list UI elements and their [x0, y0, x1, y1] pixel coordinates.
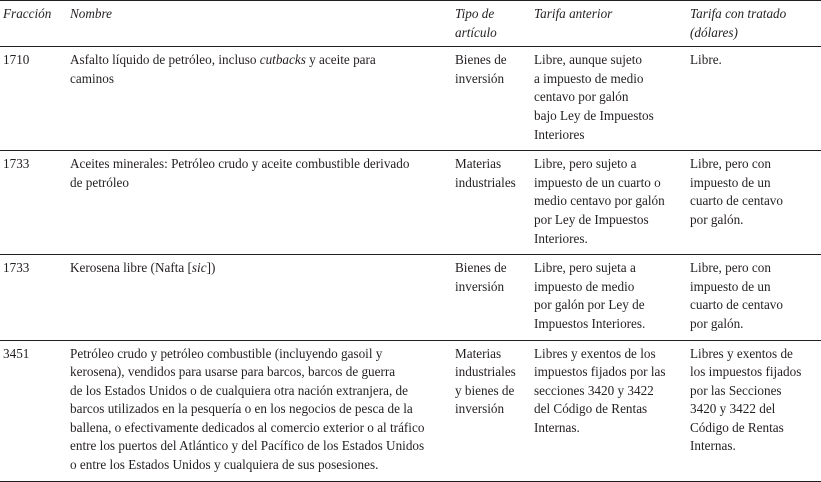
cell-line: centavo por galón [534, 89, 629, 105]
cell-nombre [70, 255, 455, 340]
cell-tarifa-tratado [690, 47, 821, 151]
cell-line: Internas. [534, 419, 580, 435]
cell-nombre [70, 340, 455, 481]
cell-line: barcos utilizados en la pesquería o en los negocios de pesca de la [70, 401, 413, 417]
cell-tarifa-tratado [690, 340, 821, 481]
header-tarifa-anterior: Tarifa anterior [534, 1, 690, 47]
cell-line: a impuesto de medio [534, 70, 644, 86]
cell-line: Libre, pero sujeta a [534, 260, 636, 276]
cell-tipo [455, 340, 534, 481]
cell-nombre [70, 151, 455, 255]
cell-line: inversión [455, 70, 505, 86]
cell-line: Internas. [690, 438, 736, 454]
cell-tarifa-anterior [534, 255, 690, 340]
text-run: Kerosena libre (Nafta [ [70, 260, 192, 276]
cell-fraccion: 1733 [0, 255, 70, 340]
text-run: ]) [206, 260, 216, 276]
cell-line: Bienes de [455, 260, 507, 276]
cell-line: y bienes de [455, 382, 515, 398]
cell-tipo [455, 47, 534, 151]
header-fraccion: Fracción [0, 1, 70, 47]
header-row [0, 1, 821, 47]
italic-term: cutbacks [259, 52, 306, 68]
cell-line: cuarto de centavo [690, 193, 783, 209]
cell-line: impuesto de un [690, 278, 771, 294]
cell-line: Libre, pero con [690, 156, 771, 172]
cell-line: medio centavo por galón [534, 193, 665, 209]
cell-fraccion: 1710 [0, 47, 70, 151]
text-run: Asfalto líquido de petróleo, incluso [70, 52, 260, 68]
table-row [0, 340, 821, 481]
cell-line: inversión [455, 401, 505, 417]
cell-line: de los Estados Unidos o de cualquiera otra nación extranjera, de [70, 382, 408, 398]
cell-tarifa-anterior [534, 151, 690, 255]
header-tratado-line: Tarifa con tratado [690, 6, 787, 21]
cell-line: Impuestos Interiores. [534, 315, 646, 331]
header-tipo-line: artículo [455, 24, 497, 40]
table-row [0, 47, 821, 151]
cell-line: Libre, pero con [690, 260, 771, 276]
cell-line: industriales [455, 364, 516, 380]
table-row [0, 151, 821, 255]
cell-fraccion: 3451 [0, 340, 70, 481]
cell-line: ballena, o efectivamente dedicados al comercio exterior o al tráfico [70, 419, 425, 435]
cell-line: por las Secciones [690, 382, 782, 398]
cell-line: Interiores. [534, 230, 588, 246]
cell-line: Bienes de [455, 52, 507, 68]
cell-tarifa-anterior [534, 340, 690, 481]
cell-line: los impuestos fijados [690, 364, 802, 380]
header-tratado-line: (dólares) [690, 24, 738, 40]
cell-tarifa-tratado [690, 151, 821, 255]
table-body [0, 47, 821, 481]
cell-line: por Ley de Impuestos [534, 211, 649, 227]
cell-line: kerosena), vendidos para usarse para barcos, barcos de guerra [70, 364, 396, 380]
cell-line: de petróleo [70, 174, 129, 190]
cell-line: por galón por Ley de [534, 297, 645, 313]
cell-line [70, 259, 455, 278]
cell-line: Interiores [534, 126, 585, 142]
header-tipo-line: Tipo de [455, 6, 495, 21]
cell-tarifa-anterior [534, 47, 690, 151]
cell-line: entre los puertos del Atlántico y del Pacífico de los Estados Unidos [70, 438, 425, 454]
text-run: y aceite para [305, 52, 376, 68]
cell-line: impuesto de un [690, 174, 771, 190]
cell-tarifa-tratado [690, 255, 821, 340]
cell-line: Libre, aunque sujeto [534, 52, 643, 68]
cell-line [70, 51, 455, 70]
cell-line: impuesto de un cuarto o [534, 174, 661, 190]
cell-line: o entre los Estados Unidos y cualquiera de sus posesiones. [70, 457, 379, 473]
cell-tipo [455, 151, 534, 255]
cell-line: del Código de Rentas [534, 401, 648, 417]
table-row [0, 255, 821, 340]
cell-line: impuestos fijados por las [534, 364, 666, 380]
cell-line: caminos [70, 70, 114, 86]
cell-nombre [70, 47, 455, 151]
cell-line: por galón. [690, 211, 744, 227]
cell-line: Libres y exentos de [690, 345, 793, 361]
cell-line: Código de Rentas [690, 419, 784, 435]
cell-fraccion: 1733 [0, 151, 70, 255]
cell-line: cuarto de centavo [690, 297, 783, 313]
cell-line: inversión [455, 278, 505, 294]
cell-line: Libre. [690, 52, 722, 68]
cell-line: secciones 3420 y 3422 [534, 382, 654, 398]
header-nombre: Nombre [70, 1, 455, 47]
cell-line: 3420 y 3422 del [690, 401, 776, 417]
italic-term: sic [191, 260, 207, 276]
cell-line: Aceites minerales: Petróleo crudo y aceite combustible derivado [70, 156, 410, 172]
cell-tipo [455, 255, 534, 340]
cell-line: Materias [455, 345, 502, 361]
cell-line: Libre, pero sujeto a [534, 156, 637, 172]
cell-line: industriales [455, 174, 516, 190]
header-tarifa-tratado [690, 1, 821, 47]
cell-line: impuesto de medio [534, 278, 635, 294]
cell-line: bajo Ley de Impuestos [534, 107, 654, 123]
header-tipo [455, 1, 534, 47]
cell-line: por galón. [690, 315, 744, 331]
table-header [0, 1, 821, 47]
cell-line: Libres y exentos de los [534, 345, 656, 361]
cell-line: Materias [455, 156, 502, 172]
cell-line: Petróleo crudo y petróleo combustible (incluyendo gasoil y [70, 345, 383, 361]
